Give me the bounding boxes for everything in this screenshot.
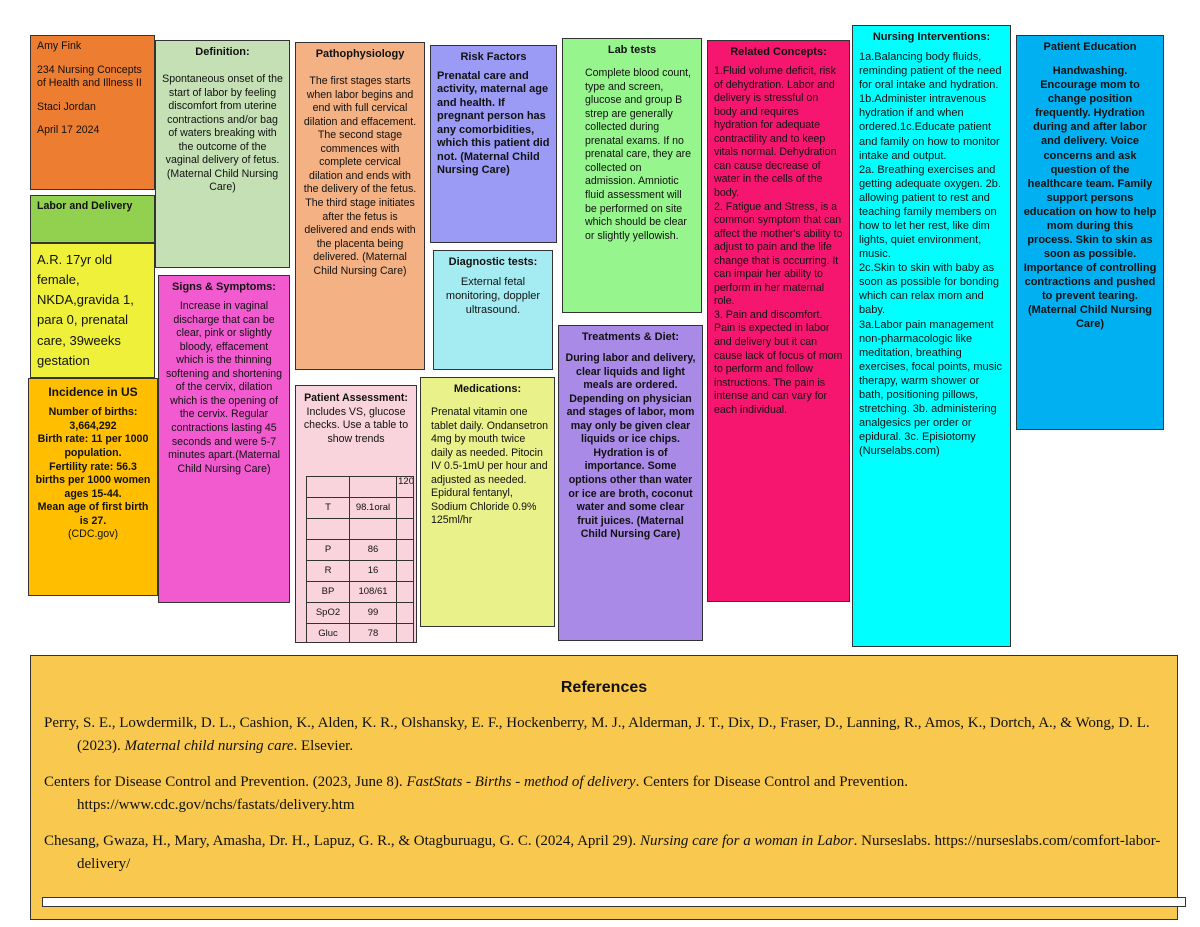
vitals-empty-cell [397,603,414,624]
vitals-key: BP [307,582,350,603]
vitals-empty-cell [397,540,414,561]
vitals-row [307,603,414,624]
patho-title: Pathophysiology [315,48,405,60]
vitals-value: 16 [350,561,397,582]
vitals-value [350,519,397,540]
lab-tests-box [562,38,702,313]
diagnostic-tests-box [433,250,553,370]
vitals-empty-cell [397,519,414,540]
vitals-row [307,582,414,603]
vitals-key: P [307,540,350,561]
vitals-row [307,477,414,498]
related-concepts-box [707,40,850,602]
patient-assessment-box [295,385,417,643]
definition-text: Spontaneous onset of the start of labor by feeling discomfort from uterine contractions and/or bag of waters breaking with the outcome of the vaginal delivery of fetus. (Maternal Child Nursing Care) [162,73,283,194]
signs-symptoms-box [158,275,290,603]
medications-text: Prenatal vitamin one tablet daily. Ondansetron 4mg by mouth twice daily as needed. Pitocin IV 0.5-1mU per hour and adjusted as needed. Epidural fentanyl, Sodium Chloride 0.9% 125ml/hr [431,406,548,527]
incidence-fertility: Fertility rate: 56.3 births per 1000 women ages 15-44. [35,460,151,500]
interventions-p1: 1a.Balancing body fluids, reminding patient of the need for oral intake and hydration. 1b.Administer intravenous hydration if and when ordered.1c.Educate patient and family on how to monitor intake and output. [859,51,1002,162]
risk-text: Prenatal care and activity, maternal age and health. If pregnant person has any comorbidities, which this patient did not. (Maternal Child Nursing Care) [437,70,550,176]
interventions-p4: 3a.Labor pain management non-pharmacologic like meditation, breathing exercises, focal points, music therapy, warm shower or bath, positioning pillows, stretching. 3b. administering analgesics per order or epidural. 3c. Episiotomy (Nurselabs.com) [859,318,1003,458]
topic-box [30,195,155,243]
vitals-empty-cell [397,498,414,519]
vitals-row [307,624,414,644]
incidence-source: (CDC.gov) [67,528,119,541]
treatment-text: During labor and delivery, clear liquids and light meals are ordered. Depending on physician and stages of labor, mom may only be given clear liquids or ice chips. Hydration is of importance. Some options other than water or ice are broth, coconut water and some clear fruit juices. (Maternal Child Nursing Care) [565,352,696,541]
signs-text: Increase in vaginal discharge that can be clear, pink or slightly bloody, effacement which is the thinning softening and shortening of the cervix, dilation which is the opening of the cervix. Regular contractions lasting 45 seconds and were 5-7 minutes apart.(Maternal Child Nursing Care) [165,300,283,475]
vitals-key: Gluc [307,624,350,644]
related-title: Related Concepts: [730,46,827,58]
references-box [30,655,1178,920]
education-text: Handwashing. Encourage mom to change position frequently. Hydration during and after labor and delivery. Voice concerns and ask question of the healthcare team. Family support persons education on how to help mom during this process. Skin to skin as soon as possible. Importance of controlling contractions and pushed to prevent tearing. (Maternal Child Nursing Care) [1023,65,1157,331]
vitals-value: 99 [350,603,397,624]
incidence-births: Number of births: 3,664,292 [48,406,138,432]
vitals-value: 86 [350,540,397,561]
topic-title: Labor and Delivery [37,200,133,212]
vitals-empty-cell [397,582,414,603]
related-p3: 3. Pain and discomfort. Pain is expected in labor and delivery but it can cause lack of focus of mom to perform and follow instructions. The pain is intense and can vary for each individual. [714,308,843,416]
course-name: 234 Nursing Concepts of Health and Illness II [37,63,142,90]
vitals-empty-cell [397,477,414,498]
student-info-box [30,35,155,190]
vitals-empty-cell [397,624,414,644]
risk-factors-box [430,45,557,243]
related-p1: 1.Fluid volume deficit, risk of dehydration. Labor and delivery is stressful on body and requires hydration for adequate contractility and to keep vitals normal. Dehydration can cause decrease of water in the cells of the body. [714,65,837,199]
vitals-value: 108/61 [350,582,397,603]
diagnostic-text: External fetal monitoring, doppler ultrasound. [445,276,541,317]
definition-box [155,40,290,268]
reference-3: Chesang, Gwaza, H., Mary, Amasha, Dr. H., Lapuz, G. R., & Otagburuagu, G. C. (2024, April 29). Nursing care for a woman in Labor. Nurseslabs. https://nurseslabs.com/comfort-labor-delivery/ [44,833,1161,872]
references-title: References [560,679,648,696]
vitals-value: 78 [350,624,397,644]
vitals-key: SpO2 [307,603,350,624]
assessment-extra-value: 120 [398,476,414,487]
incidence-mean-age: Mean age of first birth is 27. [37,501,149,527]
vitals-key: R [307,561,350,582]
assessment-title: Patient Assessment: [304,392,408,404]
treatments-diet-box [558,325,703,641]
vitals-key [307,477,350,498]
vitals-value [350,477,397,498]
case-text: A.R. 17yr old female, NKDA,gravida 1, para 0, prenatal care, 39weeks gestation [37,252,134,368]
diagnostic-title: Diagnostic tests: [448,256,538,268]
incidence-box [28,378,158,596]
vitals-row [307,561,414,582]
empty-text-box [42,897,1186,907]
definition-title: Definition: [195,46,250,58]
reference-1: Perry, S. E., Lowdermilk, D. L., Cashion, K., Alden, K. R., Olshansky, E. F., Hockenberry, M. J., Alderman, J. T., Dix, D., Fraser, D., Lanning, R., Amos, K., Dortch, A., & Wong, D. L. (2023). Maternal child nursing care. Elsevier. [44,715,1150,754]
student-name: Amy Fink [37,40,82,52]
pathophysiology-box [295,42,425,370]
submission-date: April 17 2024 [37,124,100,137]
reference-2: Centers for Disease Control and Prevention. (2023, June 8). FastStats - Births - method of delivery. Centers for Disease Control and Prevention. https://www.cdc.gov/nchs/fastats/delivery.htm [44,774,909,813]
vitals-row [307,519,414,540]
vitals-table [306,476,414,643]
vitals-row [307,498,414,519]
signs-title: Signs & Symptoms: [172,281,276,293]
risk-title: Risk Factors [460,51,527,63]
vitals-value: 98.1oral [350,498,397,519]
interventions-p3: 2c.Skin to skin with baby as soon as possible for bonding which can relax mom and baby. [859,262,1000,317]
patient-education-box [1016,35,1164,430]
incidence-birth-rate: Birth rate: 11 per 1000 population. [37,433,149,459]
case-box [30,243,155,378]
interventions-p2: 2a. Breathing exercises and getting adequate oxygen. 2b. allowing patient to rest and teaching family members on how to let her rest, like dim lights, quiet environment, music. [859,163,1001,261]
lab-title: Lab tests [607,44,657,56]
education-title: Patient Education [1043,41,1137,53]
treatment-title: Treatments & Diet: [581,331,680,343]
patho-text: The first stages starts when labor begins and end with full cervical dilation and effacement. The second stage commences with complete cervical dilation and ends with the delivery of the fetus. The third stage initiates after the fetus is delivered and ends with the placenta being delivered. (Maternal Child Nursing Care) [303,75,417,277]
lab-text: Complete blood count, type and screen, glucose and group B strep are generally collected during prenatal exams. If no prenatal care, they are collected on admission. Amniotic fluid assessment will be performed on site which should be clear or slightly yellowish. [585,67,692,242]
interventions-title: Nursing Interventions: [872,31,991,43]
nursing-interventions-box [852,25,1011,647]
medications-box [420,377,555,627]
vitals-key [307,519,350,540]
vitals-row [307,540,414,561]
related-p2: 2. Fatigue and Stress, is a common symptom that can affect the mother's ability to adjust to pain and the life change that is occurring. It can impair her ability to perform in her maternal role. [714,200,843,308]
vitals-key: T [307,498,350,519]
medications-title: Medications: [453,383,522,395]
vitals-empty-cell [397,561,414,582]
instructor-name: Staci Jordan [37,100,96,113]
incidence-title: Incidence in US [48,385,138,399]
assessment-text: Includes VS, glucose checks. Use a table to show trends [303,405,409,445]
